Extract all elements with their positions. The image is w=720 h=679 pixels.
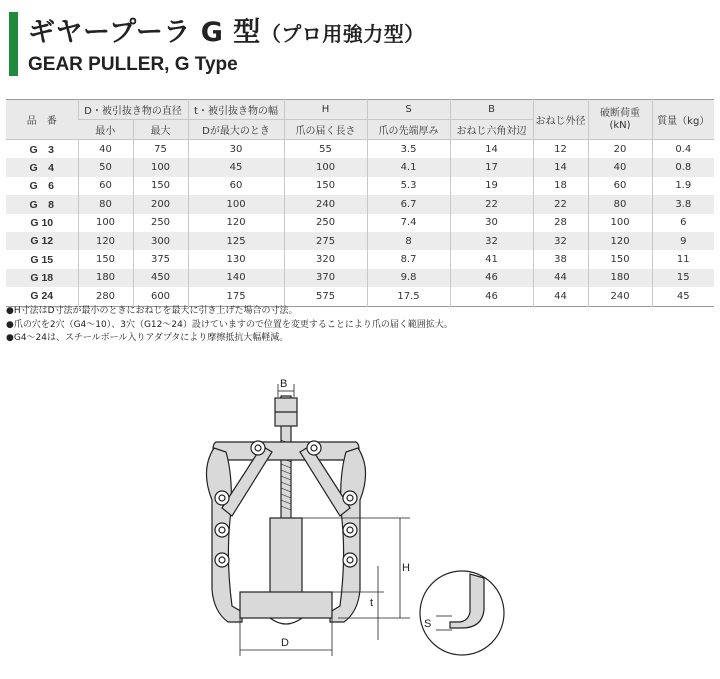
- table-row: [6, 287, 714, 306]
- table-cell: 175: [188, 287, 284, 306]
- table-row: [6, 158, 714, 176]
- table-cell: 41: [450, 250, 533, 268]
- table-cell: 120: [78, 232, 133, 250]
- table-cell: 0.4: [652, 140, 714, 159]
- cell-model: G 24: [30, 290, 54, 303]
- table-cell: 75: [133, 140, 188, 159]
- header-b: B: [450, 100, 533, 120]
- table-cell: 3.5: [367, 140, 450, 159]
- title-accent-bar: [9, 12, 18, 76]
- gear-puller-figure: [0, 360, 720, 679]
- yoke: [213, 442, 359, 460]
- header-load-unit: (kN): [609, 119, 631, 131]
- cell-model: G 8: [6, 195, 78, 213]
- table-cell: 140: [188, 269, 284, 287]
- table-cell: 32: [450, 232, 533, 250]
- table-cell: 50: [78, 158, 133, 176]
- cell-model: G 10: [30, 216, 54, 229]
- table-cell: 30: [450, 214, 533, 232]
- table-cell: 150: [588, 250, 652, 268]
- header-b-sub: おねじ六角対辺: [450, 120, 533, 140]
- title-sub: （プロ用強力型）: [260, 22, 425, 46]
- header-t: t・被引抜き物の幅: [188, 100, 284, 120]
- header-model: 品 番: [6, 100, 78, 140]
- table-cell: 180: [78, 269, 133, 287]
- table-cell: 60: [588, 177, 652, 195]
- table-cell: 250: [284, 214, 367, 232]
- page-subtitle: GEAR PULLER, G Type: [28, 54, 238, 75]
- table-cell: 4.1: [367, 158, 450, 176]
- table-cell: 19: [450, 177, 533, 195]
- table-cell: 15: [652, 269, 714, 287]
- table-cell: 320: [284, 250, 367, 268]
- table-row: [6, 177, 714, 195]
- detail-circle: [420, 571, 504, 655]
- table-cell: 240: [284, 195, 367, 213]
- table-cell: 14: [450, 140, 533, 159]
- header-d-max: 最大: [133, 120, 188, 140]
- table-cell: 200: [133, 195, 188, 213]
- table-cell: 280: [78, 287, 133, 306]
- table-cell: 40: [588, 158, 652, 176]
- table-row: [6, 195, 714, 213]
- table-cell: 80: [78, 195, 133, 213]
- table-row: [6, 232, 714, 250]
- cell-model: G 3: [29, 143, 54, 156]
- table-row: [6, 250, 714, 268]
- table-cell: 600: [133, 287, 188, 306]
- table-cell: 100: [284, 158, 367, 176]
- table-cell: 7.4: [367, 214, 450, 232]
- table-row: [6, 140, 714, 159]
- cell-model: G 6: [29, 180, 54, 193]
- table-cell: 44: [533, 269, 588, 287]
- table-cell: 150: [78, 250, 133, 268]
- table-cell: 46: [450, 269, 533, 287]
- table-cell: 80: [588, 195, 652, 213]
- table-cell: 575: [284, 287, 367, 306]
- table-cell: 8.7: [367, 250, 450, 268]
- note-line: ●H寸法はD寸法が最小のときにおねじを最大に引き上げた場合の寸法。: [6, 306, 298, 316]
- table-cell: 300: [133, 232, 188, 250]
- table-cell: 250: [133, 214, 188, 232]
- table-cell: 6: [652, 214, 714, 232]
- spec-table: [6, 99, 714, 307]
- table-cell: 6.7: [367, 195, 450, 213]
- table-cell: 60: [188, 177, 284, 195]
- label-h: H: [402, 562, 410, 574]
- table-cell: 8: [367, 232, 450, 250]
- table-cell: 100: [188, 195, 284, 213]
- table-cell: 60: [78, 177, 133, 195]
- detail-view: [420, 571, 504, 655]
- table-cell: 30: [188, 140, 284, 159]
- table-cell: 3.8: [652, 195, 714, 213]
- table-cell: 275: [284, 232, 367, 250]
- table-cell: 180: [588, 269, 652, 287]
- table-cell: 22: [533, 195, 588, 213]
- table-cell: 55: [284, 140, 367, 159]
- notes: [6, 305, 453, 346]
- header-mass: 質量（kg）: [652, 100, 714, 140]
- table-cell: 17.5: [367, 287, 450, 306]
- table-cell: 9.8: [367, 269, 450, 287]
- cell-model: G 15: [30, 253, 54, 266]
- table-cell: 18: [533, 177, 588, 195]
- title-main: ギヤープーラ G 型: [28, 17, 261, 48]
- table-cell: 370: [284, 269, 367, 287]
- table-cell: 22: [450, 195, 533, 213]
- table-cell: 12: [533, 140, 588, 159]
- label-t: t: [370, 597, 374, 609]
- table-cell: 45: [188, 158, 284, 176]
- table-cell: 20: [588, 140, 652, 159]
- table-cell: 45: [652, 287, 714, 306]
- table-cell: 32: [533, 232, 588, 250]
- table-cell: 9: [652, 232, 714, 250]
- table-cell: 14: [533, 158, 588, 176]
- table-cell: 150: [284, 177, 367, 195]
- header-load: [588, 100, 652, 140]
- table-row: [6, 214, 714, 232]
- header-t-sub: Dが最大のとき: [188, 120, 284, 140]
- page-title: [28, 10, 425, 49]
- header-s: S: [367, 100, 450, 120]
- table-cell: 17: [450, 158, 533, 176]
- header-h-sub: 爪の届く長さ: [284, 120, 367, 140]
- table-cell: 28: [533, 214, 588, 232]
- header-thread: おねじ外径: [533, 100, 588, 140]
- table-row: [6, 269, 714, 287]
- table-cell: 46: [450, 287, 533, 306]
- table-cell: 100: [78, 214, 133, 232]
- table-cell: 240: [588, 287, 652, 306]
- header-d: D・被引抜き物の直径: [78, 100, 188, 120]
- label-s: S: [424, 618, 432, 630]
- table-cell: 130: [188, 250, 284, 268]
- table-cell: 11: [652, 250, 714, 268]
- table-cell: 100: [133, 158, 188, 176]
- table-cell: 5.3: [367, 177, 450, 195]
- table-cell: 120: [188, 214, 284, 232]
- cell-model: G 18: [6, 269, 78, 287]
- table-cell: 0.8: [652, 158, 714, 176]
- table-cell: 40: [78, 140, 133, 159]
- label-b: B: [280, 378, 288, 390]
- gear-shaft: [270, 518, 302, 598]
- table-cell: 44: [533, 287, 588, 306]
- note-line: ●爪の穴を2穴（G4～10）、3穴（G12～24）設けていますので位置を変更することにより爪の届く範囲拡大。: [6, 319, 453, 330]
- puller-drawing: [206, 384, 365, 624]
- table-cell: 100: [588, 214, 652, 232]
- header-d-min: 最小: [78, 120, 133, 140]
- table-cell: 450: [133, 269, 188, 287]
- table-cell: 150: [133, 177, 188, 195]
- label-d: D: [281, 637, 289, 649]
- table-cell: 38: [533, 250, 588, 268]
- table-cell: 1.9: [652, 177, 714, 195]
- table-cell: 120: [588, 232, 652, 250]
- header-h: H: [284, 100, 367, 120]
- header-load-label: 破断荷重: [600, 107, 641, 119]
- header-s-sub: 爪の先端厚み: [367, 120, 450, 140]
- gear-body: [240, 592, 332, 618]
- note-line: ●G4～24は、スチールボール入りアダプタにより摩擦抵抗大幅軽減。: [6, 333, 289, 344]
- gear-shaft-end: [270, 618, 302, 624]
- table-cell: 125: [188, 232, 284, 250]
- cell-model: G 12: [6, 232, 78, 250]
- table-cell: 375: [133, 250, 188, 268]
- cell-model: G 4: [6, 158, 78, 176]
